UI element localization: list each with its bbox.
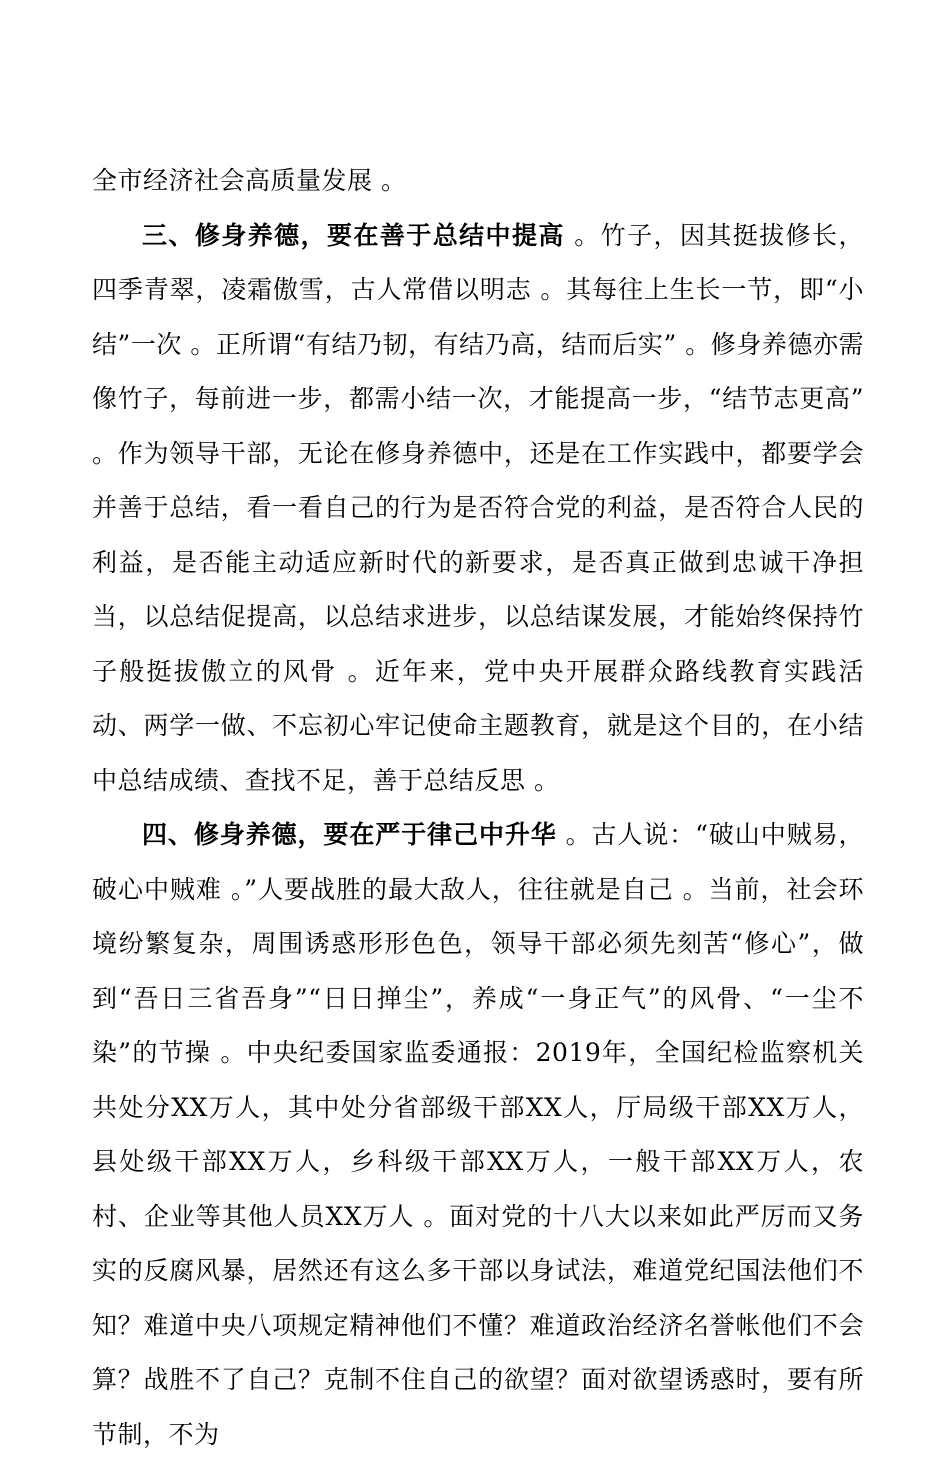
paragraph-section-4: [92, 808, 864, 1462]
section-heading: 四、修身养德，要在严于律己中升华: [142, 820, 557, 849]
paragraph-text: 。竹子，因其挺拔修长，四季青翠，凌霜傲雪，古人常借以明志 。其每往上生长一节，即“小结”一次 。正所谓“有结乃韧，有结乃高，结而后实” 。修身养德亦需像竹子，每前进一步，都需小结一次，才能提高一步，“结节志更高” 。作为领导干部，无论在修身养德中，还是在工作实践中，都要学会并善于总结，看一看自己的行为是否符合党的利益，是否符合人民的利益，是否能主动适应新时代的新要求，是否真正做到忠诚干净担当，以总结促提高，以总结求进步，以总结谋发展，才能始终保持竹子般挺拔傲立的风骨 。近年来，党中央开展群众路线教育实践活动、两学一做、不忘初心牢记使命主题教育，就是这个目的，在小结中总结成绩、查找不足，善于总结反思 。: [92, 220, 864, 795]
paragraph-text: 全市经济社会高质量发展 。: [92, 166, 407, 195]
document-page: [92, 154, 864, 1462]
paragraph-section-3: [92, 209, 864, 809]
paragraph-text: 。古人说：“破山中贼易，破心中贼难 。”人要战胜的最大敌人，往往就是自己 。当前，社会环境纷繁复杂，周围诱惑形形色色，领导干部必须先刻苦“修心”，做到“吾日三省吾身”“日日掸尘”，养成“一身正气”的风骨、“一尘不染”的节操 。中央纪委国家监委通报：2019年，全国纪检监察机关共处分XX万人，其中处分省部级干部XX人，厅局级干部XX万人，县处级干部XX万人，乡科级干部XX万人，一般干部XX万人，农村、企业等其他人员XX万人 。面对党的十八大以来如此严厉而又务实的反腐风暴，居然还有这么多干部以身试法，难道党纪国法他们不知？难道中央八项规定精神他们不懂？难道政治经济名誉帐他们不会算？战胜不了自己？克制不住自己的欲望？面对欲望诱惑时，要有所节制，不为: [92, 820, 864, 1449]
section-heading: 三、修身养德，要在善于总结中提高: [142, 220, 565, 250]
paragraph-continuation: [92, 154, 864, 209]
